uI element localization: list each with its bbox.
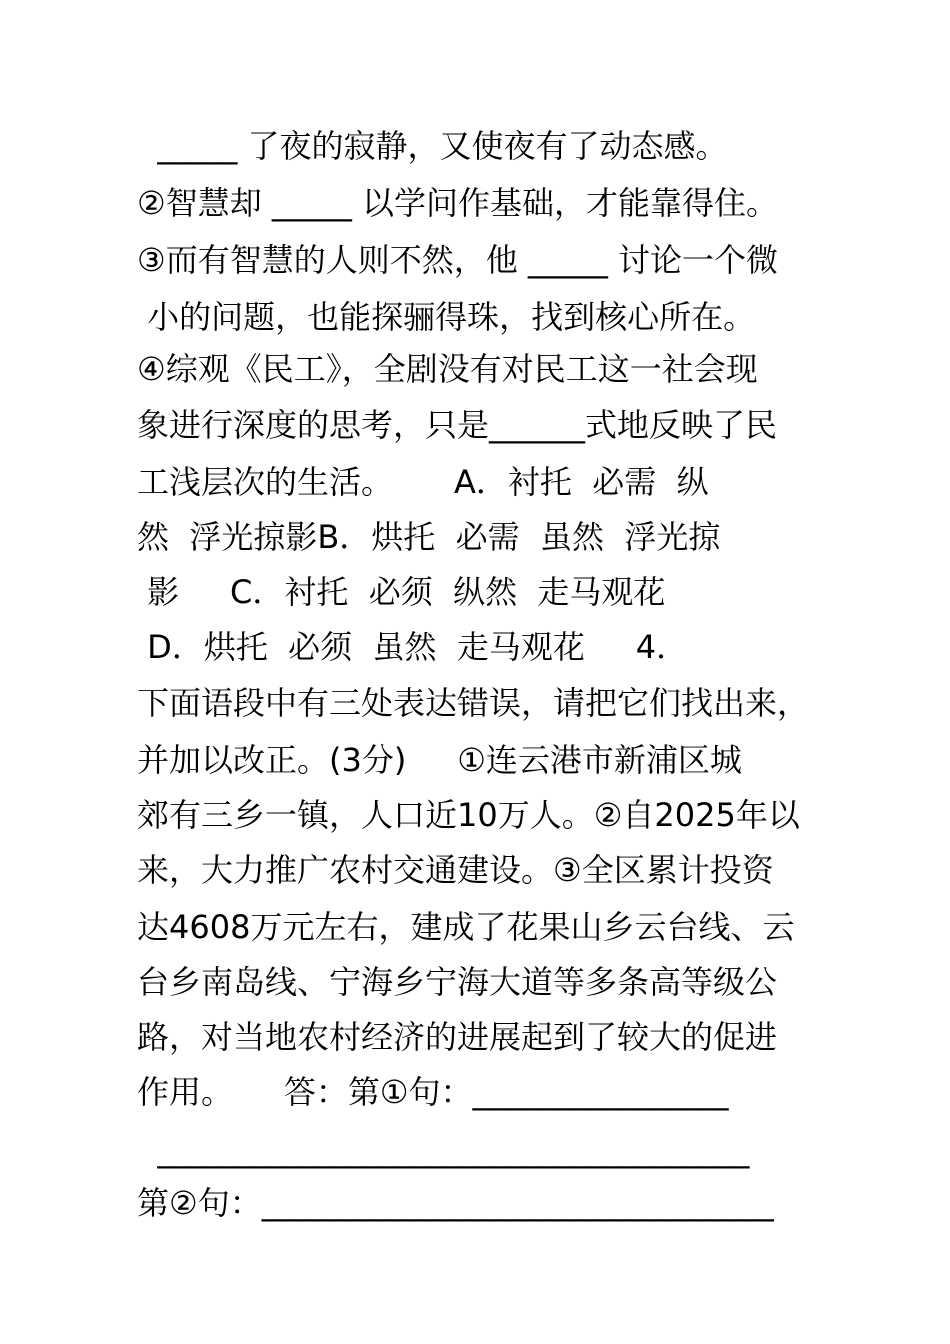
text-line-15: 达4608万元左右，建成了花果山乡云台线、云 xyxy=(137,908,795,946)
text-line-2: ②智慧却 _____ 以学问作基础，才能靠得住。 xyxy=(137,184,779,222)
text-line-7: 工浅层次的生活。 A．衬托 必需 纵 xyxy=(137,463,709,501)
text-line-8: 然 浮光掠影B．烘托 必需 虽然 浮光掠 xyxy=(137,518,721,556)
answer-line-1: 作用。 答：第①句：________________ xyxy=(137,1073,729,1111)
text-line-5: ④综观《民工》，全剧没有对民工这一社会现 xyxy=(137,350,758,388)
text-line-1: _____ 了夜的寂静，又使夜有了动态感。 xyxy=(137,127,728,165)
answer-line-1-continuation: _____________________________________ xyxy=(137,1131,750,1169)
text-line-9: 影 C．衬托 必须 纵然 走马观花 xyxy=(137,573,666,611)
text-line-14: 来，大力推广农村交通建设。③全区累计投资 xyxy=(137,851,774,889)
text-line-10: D．烘托 必须 虽然 走马观花 4． xyxy=(137,628,689,666)
answer-line-2: 第②句：________________________________ xyxy=(137,1184,774,1222)
text-line-17: 路，对当地农村经济的进展起到了较大的促进 xyxy=(137,1018,778,1056)
text-line-16: 台乡南岛线、宁海乡宁海大道等多条高等级公 xyxy=(137,963,778,1001)
text-line-13: 郊有三乡一镇，人口近10万人。②自2025年以 xyxy=(137,796,800,834)
text-line-12: 并加以改正。(3分) ①连云港市新浦区城 xyxy=(137,741,742,779)
text-line-6: 象进行深度的思考，只是______式地反映了民 xyxy=(137,406,778,444)
text-line-3: ③而有智慧的人则不然，他 _____ 讨论一个微 xyxy=(137,241,779,279)
text-line-4: 小的问题，也能探骊得珠，找到核心所在。 xyxy=(137,298,756,336)
text-line-11: 下面语段中有三处表达错误，请把它们找出来， xyxy=(137,684,810,722)
